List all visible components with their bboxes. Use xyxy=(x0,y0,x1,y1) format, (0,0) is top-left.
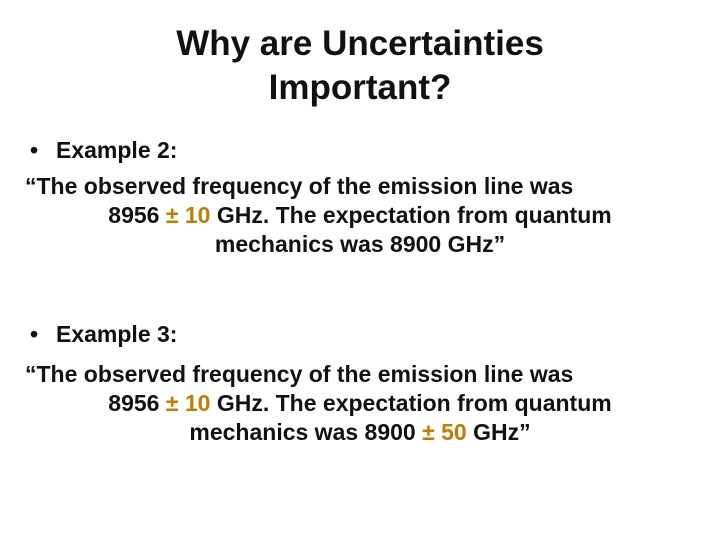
example-3-line-3-rest: GHz” xyxy=(466,419,531,445)
example-3-line-1: “The observed frequency of the emission line was xyxy=(25,361,574,387)
example-3-label: Example 3: xyxy=(56,321,178,347)
example-3-expected-value: mechanics was 8900 xyxy=(189,419,423,445)
example-3-observed-value: 8956 xyxy=(108,390,166,416)
example-3-line-2 xyxy=(0,389,720,418)
example-2-line-2 xyxy=(0,201,720,230)
example-2-observed-uncertainty: ± 10 xyxy=(165,202,211,228)
example-2-observed-value: 8956 xyxy=(108,202,166,228)
example-2-line-3 xyxy=(0,230,720,259)
example-2-bullet xyxy=(30,136,177,164)
example-2-expected-value: mechanics was 8900 GHz” xyxy=(214,231,506,257)
bullet-icon: • xyxy=(30,321,39,347)
example-3-expected-uncertainty: ± 50 xyxy=(422,419,467,445)
example-3-line-3 xyxy=(0,418,720,447)
bullet-icon: • xyxy=(30,137,39,163)
example-3-quote xyxy=(0,360,720,447)
example-2-line-2-rest: GHz. The expectation from quantum xyxy=(210,202,612,228)
example-2-label: Example 2: xyxy=(56,137,178,163)
example-3-observed-uncertainty: ± 10 xyxy=(165,390,211,416)
slide-title-line-1: Why are Uncertainties xyxy=(176,24,544,63)
slide-title-line-2: Important? xyxy=(268,68,452,107)
example-2-line-1: “The observed frequency of the emission line was xyxy=(25,173,574,199)
example-2-quote xyxy=(0,172,720,259)
example-3-line-2-rest: GHz. The expectation from quantum xyxy=(210,390,612,416)
example-3-bullet xyxy=(30,320,177,348)
slide-title xyxy=(0,22,720,110)
